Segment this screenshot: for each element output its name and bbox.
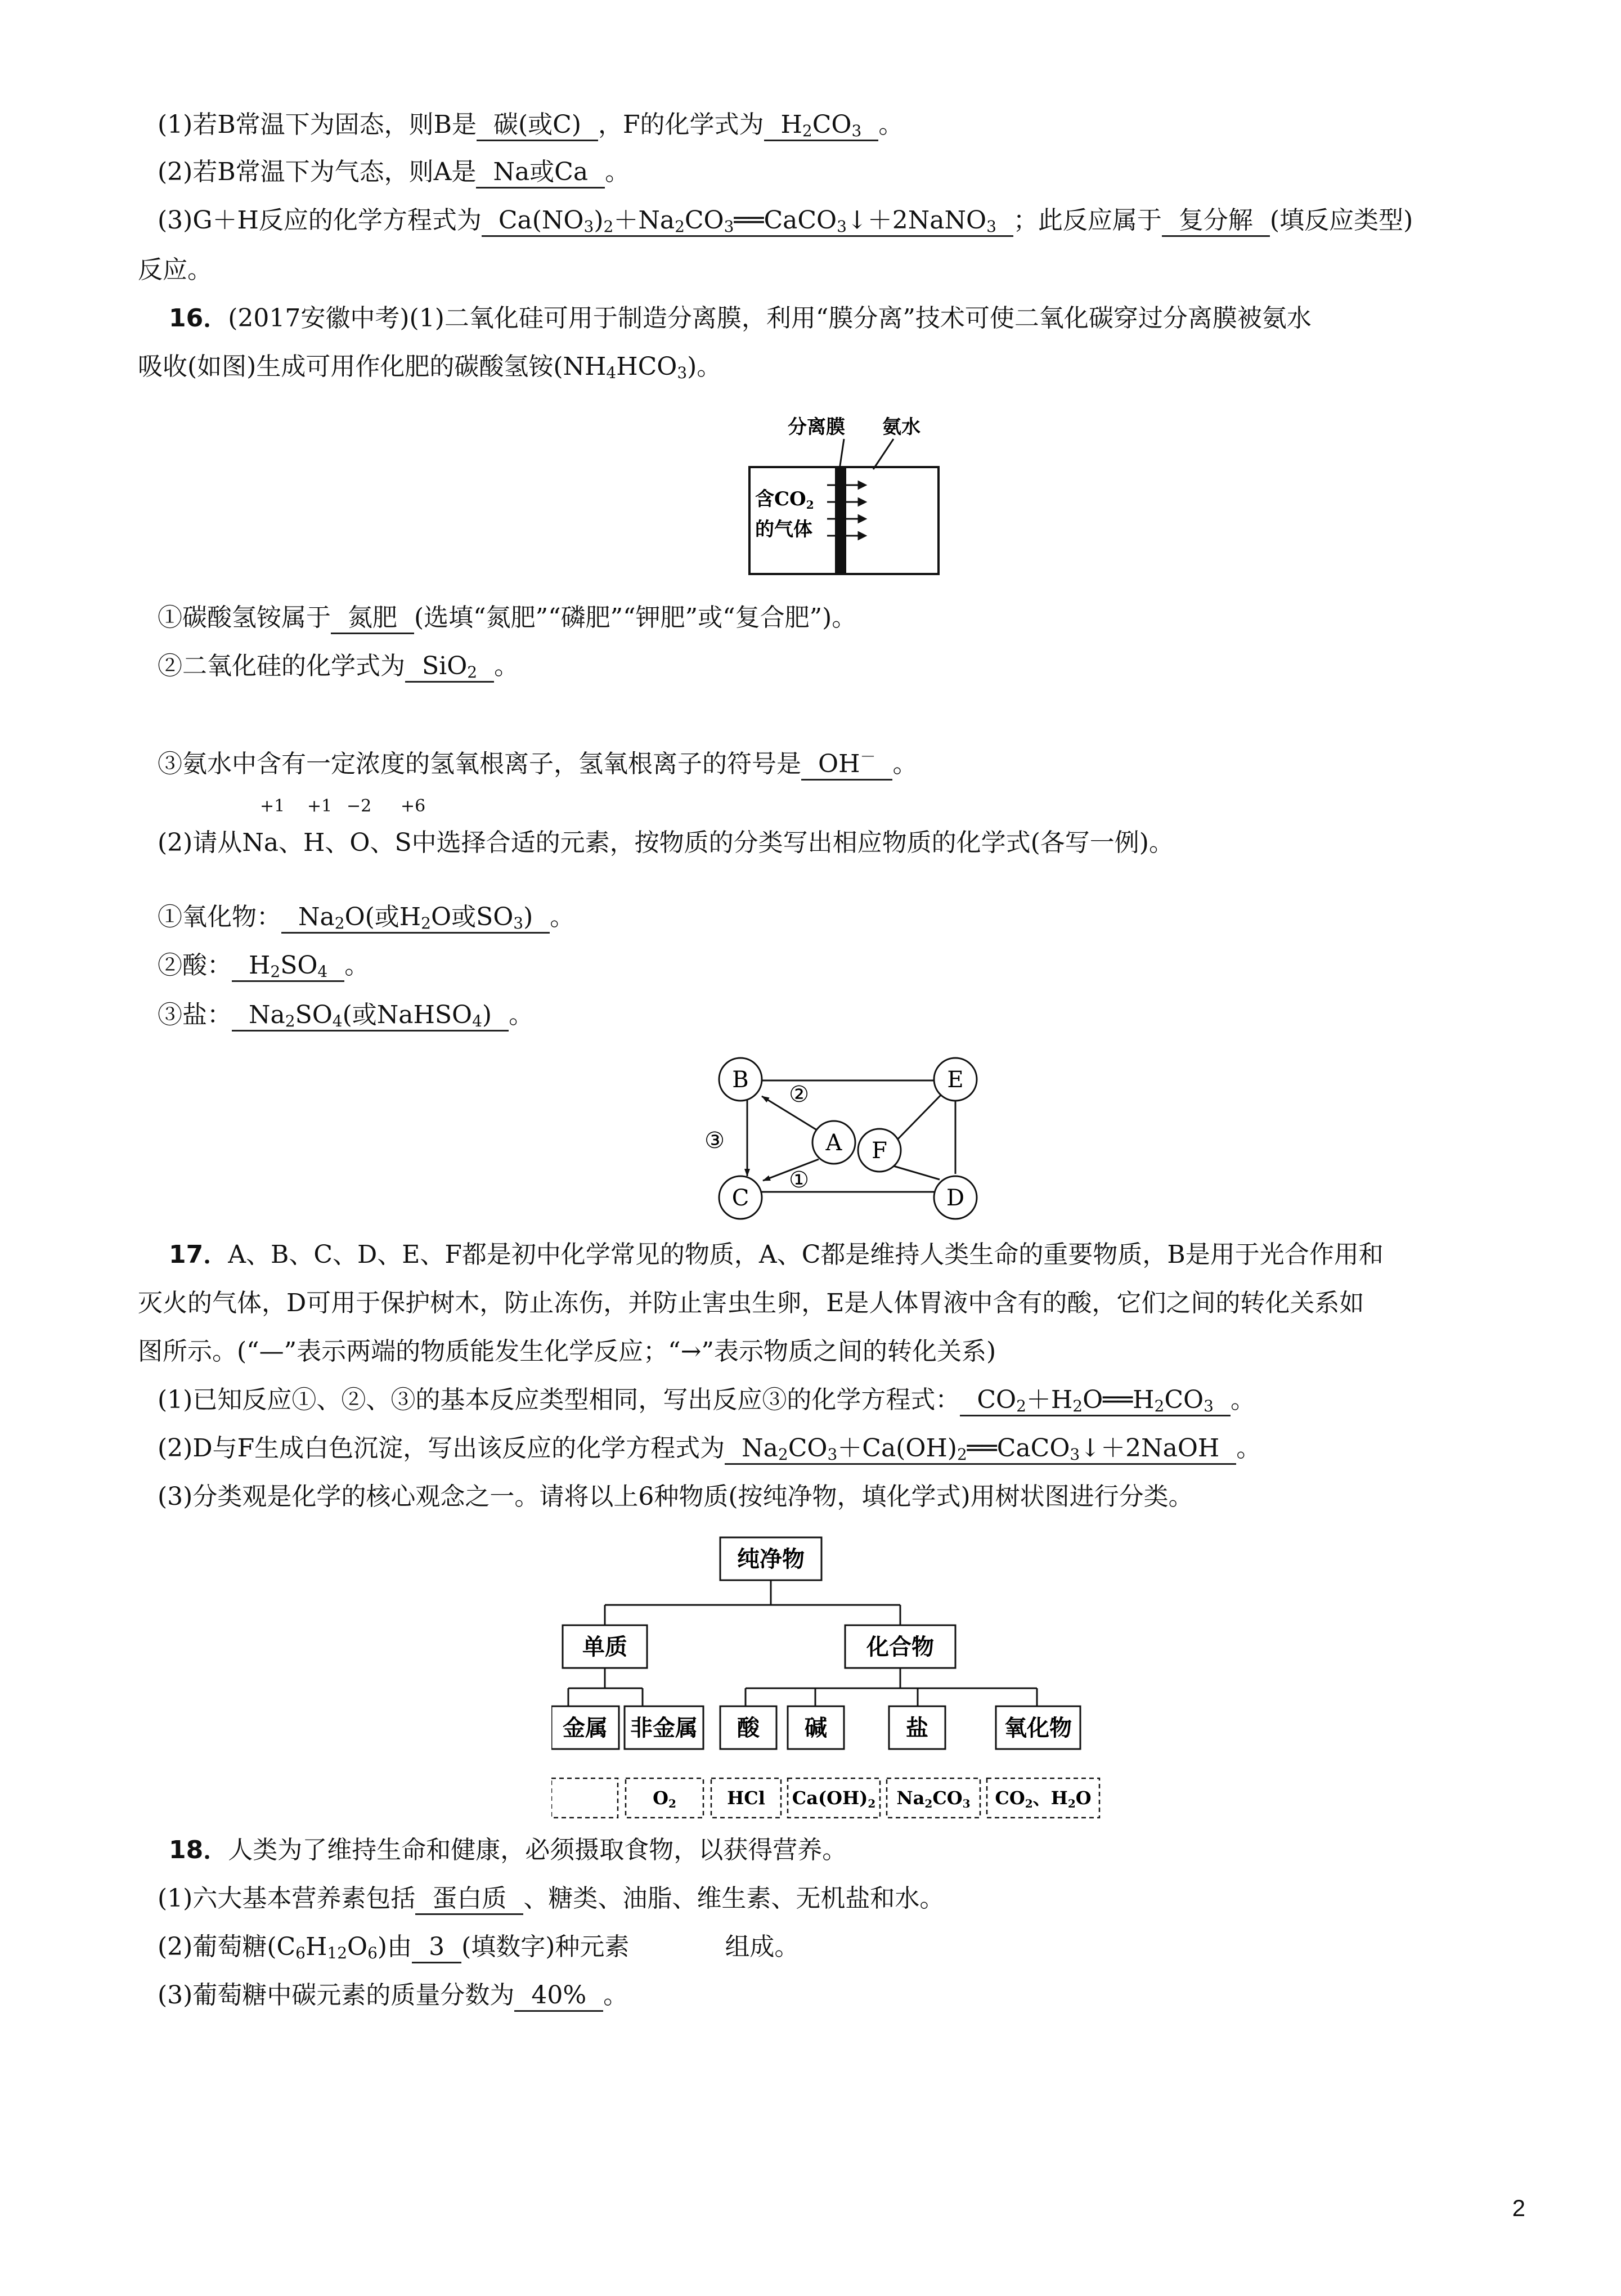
q15-part3: (3)G＋H反应的化学方程式为 $Ca(NO_3)_2+Na_2CO_3══CaCO_3↓+2NaNO_3$ ；此反应属于 复分解 (填反应类型) xyxy=(158,206,1413,236)
valence-o: −2 xyxy=(347,796,372,816)
q16-intro: 16．(2017安徽中考)(1)二氧化硅可用于制造分离膜，利用“膜分离”技术可使二氧化碳穿过分离膜被氨水 xyxy=(169,304,1312,333)
membrane-figure xyxy=(743,411,945,580)
q17-intro: 17．A、B、C、D、E、F都是初中化学常见的物质，A、C都是维持人类生命的重要物质，B是用于光合作用和 xyxy=(169,1240,1384,1269)
q15-part1: (1)若B常温下为固态，则B是 碳(或C) ，F的化学式为 $H_2CO_3$ 。 xyxy=(158,110,904,140)
answer-blank: 复分解 xyxy=(1162,206,1270,237)
answer-blank: 碳(或C) xyxy=(477,110,598,141)
svg-text:酸: 酸 xyxy=(737,1715,760,1741)
svg-text:非金属: 非金属 xyxy=(630,1715,698,1741)
q18-part3: (3)葡萄糖中碳元素的质量分数为 40% 。 xyxy=(158,1979,628,2012)
answer-blank: 40% xyxy=(514,1981,603,2012)
q16-s1: ①碳酸氢铵属于 氮肥 (选填“氮肥”“磷肥”“钾肥”或“复合肥”)。 xyxy=(158,601,856,635)
svg-text:金属: 金属 xyxy=(563,1715,608,1741)
svg-text:化合物: 化合物 xyxy=(866,1634,934,1660)
valence-na: +1 xyxy=(260,796,285,816)
q16-part2: (2)请从Na、H、O、S中选择合适的元素，按物质的分类写出相应物质的化学式(各写一例)。 xyxy=(158,828,1174,857)
label-membrane: 分离膜 xyxy=(788,416,845,438)
answer-blank: $Na_2SO_4$(或NaHSO$_4$) xyxy=(232,1001,509,1032)
svg-text:单质: 单质 xyxy=(582,1634,627,1660)
svg-text:CO2、H2O: CO2、H2O xyxy=(995,1787,1092,1810)
svg-text:的气体: 的气体 xyxy=(755,518,812,541)
q18-intro: 18．人类为了维持生命和健康，必须摄取食物，以获得营养。 xyxy=(169,1836,847,1864)
answer-blank: 氮肥 xyxy=(331,603,414,634)
svg-text:Ca(OH)2: Ca(OH)2 xyxy=(792,1787,876,1810)
valence-h: +1 xyxy=(307,796,333,816)
relation-diagram xyxy=(686,1047,1002,1232)
q17-part2: (2)D与F生成白色沉淀，写出该反应的化学方程式为 $Na_2CO_3+Ca(OH)_2══CaCO_3↓+2NaOH$ 。 xyxy=(158,1434,1261,1464)
svg-text:D: D xyxy=(946,1185,965,1211)
q16-oxide: ①氧化物： $Na_2O$(或$H_2O$或$SO_3$) 。 xyxy=(158,903,575,932)
svg-text:B: B xyxy=(732,1067,749,1093)
q16-intro-cont: 吸收(如图)生成可用作化肥的碳酸氢铵$(NH_4HCO_3)$。 xyxy=(138,352,722,382)
svg-text:O2: O2 xyxy=(653,1787,676,1810)
svg-text:③: ③ xyxy=(704,1128,725,1154)
answer-box-metal xyxy=(551,1778,618,1818)
svg-text:含CO2: 含CO2 xyxy=(755,488,814,512)
q18-part1: (1)六大基本营养素包括 蛋白质 、糖类、油脂、维生素、无机盐和水。 xyxy=(158,1882,944,1916)
membrane-bar xyxy=(835,467,846,574)
svg-text:碱: 碱 xyxy=(805,1715,827,1741)
label-ammonia: 氨水 xyxy=(882,416,920,438)
svg-text:Na2CO3: Na2CO3 xyxy=(896,1787,971,1810)
answer-blank: $H_2SO_4$ xyxy=(232,951,344,982)
page-number: 2 xyxy=(1512,2195,1525,2221)
answer-blank: $H_2CO_3$ xyxy=(764,110,879,141)
q16-s3: ③氨水中含有一定浓度的氢氧根离子，氢氧根离子的符号是 OH－ 。 xyxy=(158,747,917,781)
svg-text:纯净物: 纯净物 xyxy=(737,1546,805,1572)
answer-blank: $CO_2+H_2O══H_2CO_3$ xyxy=(960,1385,1231,1416)
svg-text:②: ② xyxy=(789,1082,809,1107)
svg-text:氧化物: 氧化物 xyxy=(1004,1715,1072,1741)
q17-intro-2: 灭火的气体，D可用于保护树木，防止冻伤，并防止害虫生卵，E是人体胃液中含有的酸，它们之间的转化关系如 xyxy=(138,1289,1364,1317)
svg-text:HCl: HCl xyxy=(727,1787,765,1809)
q15-part3-cont: 反应。 xyxy=(138,255,212,284)
answer-blank: SiO$_2$ xyxy=(405,652,494,683)
answer-blank: $Na_2CO_3+Ca(OH)_2══CaCO_3↓+2NaOH$ xyxy=(725,1434,1236,1465)
answer-blank: 蛋白质 xyxy=(415,1884,523,1915)
answer-blank: Na或Ca xyxy=(476,158,605,189)
q16-salt: ③盐： $Na_2SO_4$(或NaHSO$_4$) 。 xyxy=(158,1001,534,1030)
svg-text:F: F xyxy=(872,1138,887,1164)
svg-text:盐: 盐 xyxy=(906,1715,928,1741)
q17-part1: (1)已知反应①、②、③的基本反应类型相同，写出反应③的化学方程式： $CO_2+H_2O══H_2CO_3$ 。 xyxy=(158,1385,1255,1415)
classification-tree xyxy=(551,1531,1125,1823)
q16-s2: ②二氧化硅的化学式为 SiO$_2$ 。 xyxy=(158,652,519,681)
q15-part2: (2)若B常温下为气态，则A是 Na或Ca 。 xyxy=(158,155,630,189)
svg-text:①: ① xyxy=(789,1167,809,1193)
answer-blank: $Ca(NO_3)_2+Na_2CO_3══CaCO_3↓+2NaNO_3$ xyxy=(482,206,1013,237)
valence-s: +6 xyxy=(401,796,426,816)
answer-blank: OH－ xyxy=(801,750,892,781)
svg-text:A: A xyxy=(825,1130,842,1156)
answer-blank: $Na_2O$(或$H_2O$或$SO_3$) xyxy=(281,903,550,934)
svg-text:C: C xyxy=(731,1185,749,1211)
q17-intro-3: 图所示。(“—”表示两端的物质能发生化学反应；“→”表示物质之间的转化关系) xyxy=(138,1337,996,1366)
q16-acid: ②酸： $H_2SO_4$ 。 xyxy=(158,951,370,981)
q18-part2: (2)葡萄糖$(C_6H_{12}O_6)$由 3 (填数字)种元素 组成。 xyxy=(158,1932,800,1962)
q17-part3: (3)分类观是化学的核心观念之一。请将以上6种物质(按纯净物，填化学式)用树状图进行分类。 xyxy=(158,1482,1193,1511)
answer-blank: 3 xyxy=(412,1932,461,1963)
svg-text:E: E xyxy=(947,1067,964,1093)
